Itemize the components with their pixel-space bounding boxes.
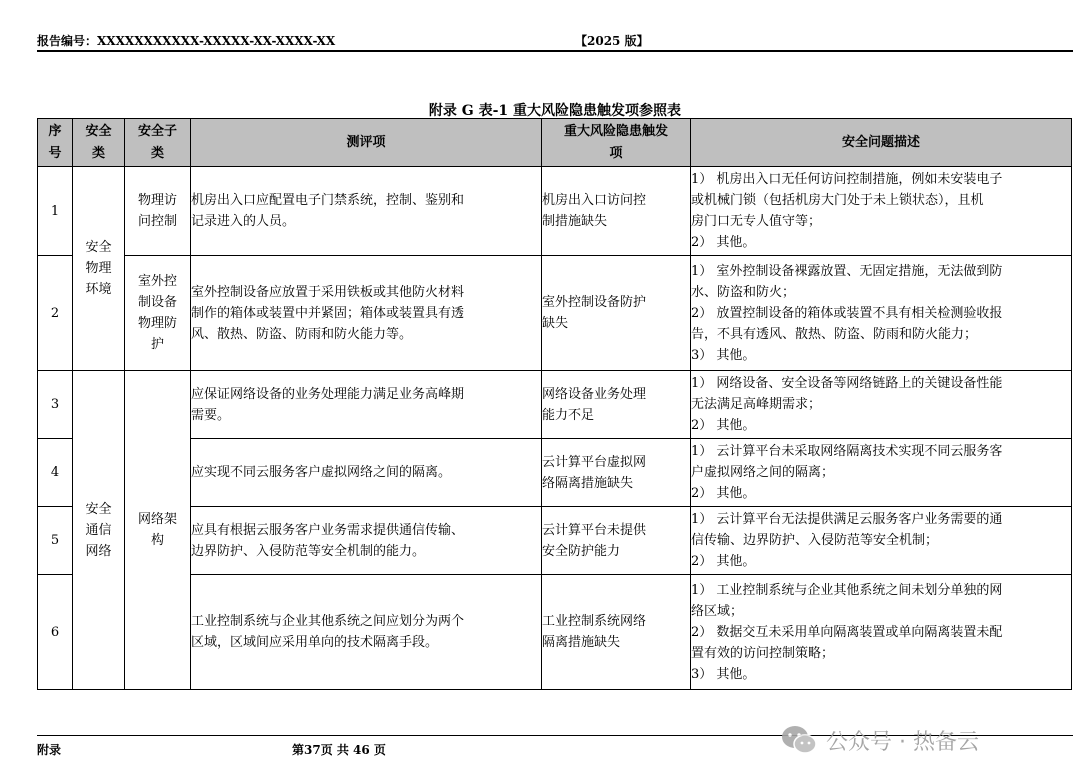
item-cell: 室外控制设备应放置于采用铁板或其他防火材料 制作的箱体或装置中并紧固；箱体或装置具有透 风、散热、防盗、防雨和防火能力等。 — [191, 256, 542, 371]
col-header-subcategory: 安全子 类 — [125, 119, 191, 167]
category-physical: 安全 物理 环境 — [73, 167, 125, 371]
footer-section: 附录 — [37, 743, 62, 757]
subcategory-network-arch: 网络架 构 — [125, 371, 191, 690]
header-rule — [37, 50, 1073, 52]
item-cell: 机房出入口应配置电子门禁系统，控制、鉴别和 记录进入的人员。 — [191, 167, 542, 256]
row-seq: 6 — [38, 575, 73, 690]
table-row — [38, 575, 1072, 690]
row-seq: 3 — [38, 371, 73, 439]
watermark — [780, 722, 979, 758]
trigger-cell: 网络设备业务处理 能力不足 — [542, 371, 691, 439]
col-header-category: 安全 类 — [73, 119, 125, 167]
trigger-cell: 室外控制设备防护 缺失 — [542, 256, 691, 371]
version-label: 【2025 版】 — [575, 34, 649, 48]
trigger-cell: 机房出入口访问控 制措施缺失 — [542, 167, 691, 256]
subcategory-cell: 室外控 制设备 物理防 护 — [125, 256, 191, 371]
item-cell: 应实现不同云服务客户虚拟网络之间的隔离。 — [191, 439, 542, 507]
table-row — [38, 256, 1072, 371]
table-row — [38, 507, 1072, 575]
desc-cell: 1） 云计算平台未采取网络隔离技术实现不同云服务客 户虚拟网络之间的隔离； 2） 其他。 — [691, 439, 1072, 507]
row-seq: 4 — [38, 439, 73, 507]
row-seq: 2 — [38, 256, 73, 371]
item-cell: 应具有根据云服务客户业务需求提供通信传输、 边界防护、入侵防范等安全机制的能力。 — [191, 507, 542, 575]
desc-cell: 1） 工业控制系统与企业其他系统之间未划分单独的网 络区域； 2） 数据交互未采用单向隔离装置或单向隔离装置未配 置有效的访问控制策略； 3） 其他。 — [691, 575, 1072, 690]
desc-cell: 1） 机房出入口无任何访问控制措施，例如未安装电子 或机械门锁（包括机房大门处于未上锁状态），且机 房门口无专人值守等； 2） 其他。 — [691, 167, 1072, 256]
table-row — [38, 439, 1072, 507]
category-network: 安全 通信 网络 — [73, 371, 125, 690]
item-cell: 工业控制系统与企业其他系统之间应划分为两个 区域，区域间应采用单向的技术隔离手段。 — [191, 575, 542, 690]
table-row — [38, 371, 1072, 439]
col-header-desc: 安全问题描述 — [691, 119, 1072, 167]
trigger-cell: 云计算平台未提供 安全防护能力 — [542, 507, 691, 575]
row-seq: 5 — [38, 507, 73, 575]
col-header-trigger: 重大风险隐患触发 项 — [542, 119, 691, 167]
wechat-icon — [780, 724, 818, 756]
report-number: 报告编号：XXXXXXXXXXX-XXXXX-XX-XXXX-XX — [37, 34, 336, 48]
trigger-cell: 云计算平台虚拟网 络隔离措施缺失 — [542, 439, 691, 507]
subcategory-cell: 物理访 问控制 — [125, 167, 191, 256]
page-number: 第37页 共 46 页 — [292, 743, 386, 757]
table-title: 附录 G 表-1 重大风险隐患触发项参照表 — [428, 103, 682, 119]
item-cell: 应保证网络设备的业务处理能力满足业务高峰期 需要。 — [191, 371, 542, 439]
row-seq: 1 — [38, 167, 73, 256]
col-header-item: 测评项 — [191, 119, 542, 167]
col-header-seq: 序 号 — [38, 119, 73, 167]
desc-cell: 1） 云计算平台无法提供满足云服务客户业务需要的通 信传输、边界防护、入侵防范等安全机制； 2） 其他。 — [691, 507, 1072, 575]
trigger-cell: 工业控制系统网络 隔离措施缺失 — [542, 575, 691, 690]
table-header-row — [38, 119, 1072, 167]
table-row — [38, 167, 1072, 256]
watermark-text: 公众号 · 热备云 — [826, 729, 979, 755]
risk-table — [37, 118, 1072, 690]
desc-cell: 1） 网络设备、安全设备等网络链路上的关键设备性能 无法满足高峰期需求； 2） 其他。 — [691, 371, 1072, 439]
desc-cell: 1） 室外控制设备裸露放置、无固定措施，无法做到防 水、防盗和防火； 2） 放置控制设备的箱体或装置不具有相关检测验收报 告，不具有透风、散热、防盗、防雨和防火能力； 3） 其他。 — [691, 256, 1072, 371]
